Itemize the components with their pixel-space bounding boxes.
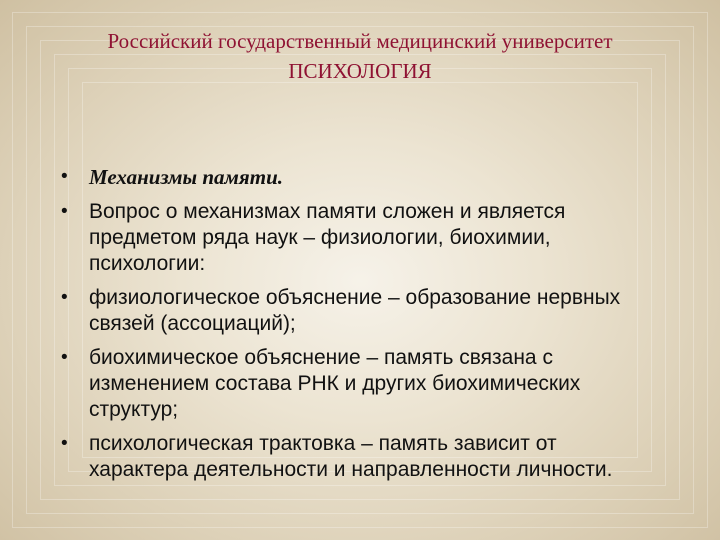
slide-title-line1: Российский государственный медицинский университет [107, 29, 613, 53]
bullet-marker: • [61, 287, 68, 308]
bullet-item [58, 164, 658, 191]
bullet-item [58, 285, 658, 337]
bullet-text: Механизмы памяти. [89, 165, 284, 189]
bullet-marker: • [61, 166, 68, 187]
bullet-text: Вопрос о механизмах памяти сложен и является предметом ряда наук – физиологии, биохимии, психологии: [89, 200, 566, 275]
bullet-list [58, 164, 658, 491]
bullet-text: биохимическое объяснение – память связана с изменением состава РНК и других биохимических структур; [89, 346, 581, 421]
bullet-item [58, 345, 658, 423]
bullet-marker: • [61, 347, 68, 368]
bullet-text: физиологическое объяснение – образование нервных связей (ассоциаций); [89, 286, 621, 335]
bullet-text: психологическая трактовка – память зависит от характера деятельности и направленности личности. [89, 432, 613, 481]
slide-title [0, 26, 720, 86]
bullet-item [58, 431, 658, 483]
bullet-marker: • [61, 201, 68, 222]
bullet-item [58, 199, 658, 277]
bullet-marker: • [61, 433, 68, 454]
slide-title-line2: ПСИХОЛОГИЯ [288, 59, 432, 83]
